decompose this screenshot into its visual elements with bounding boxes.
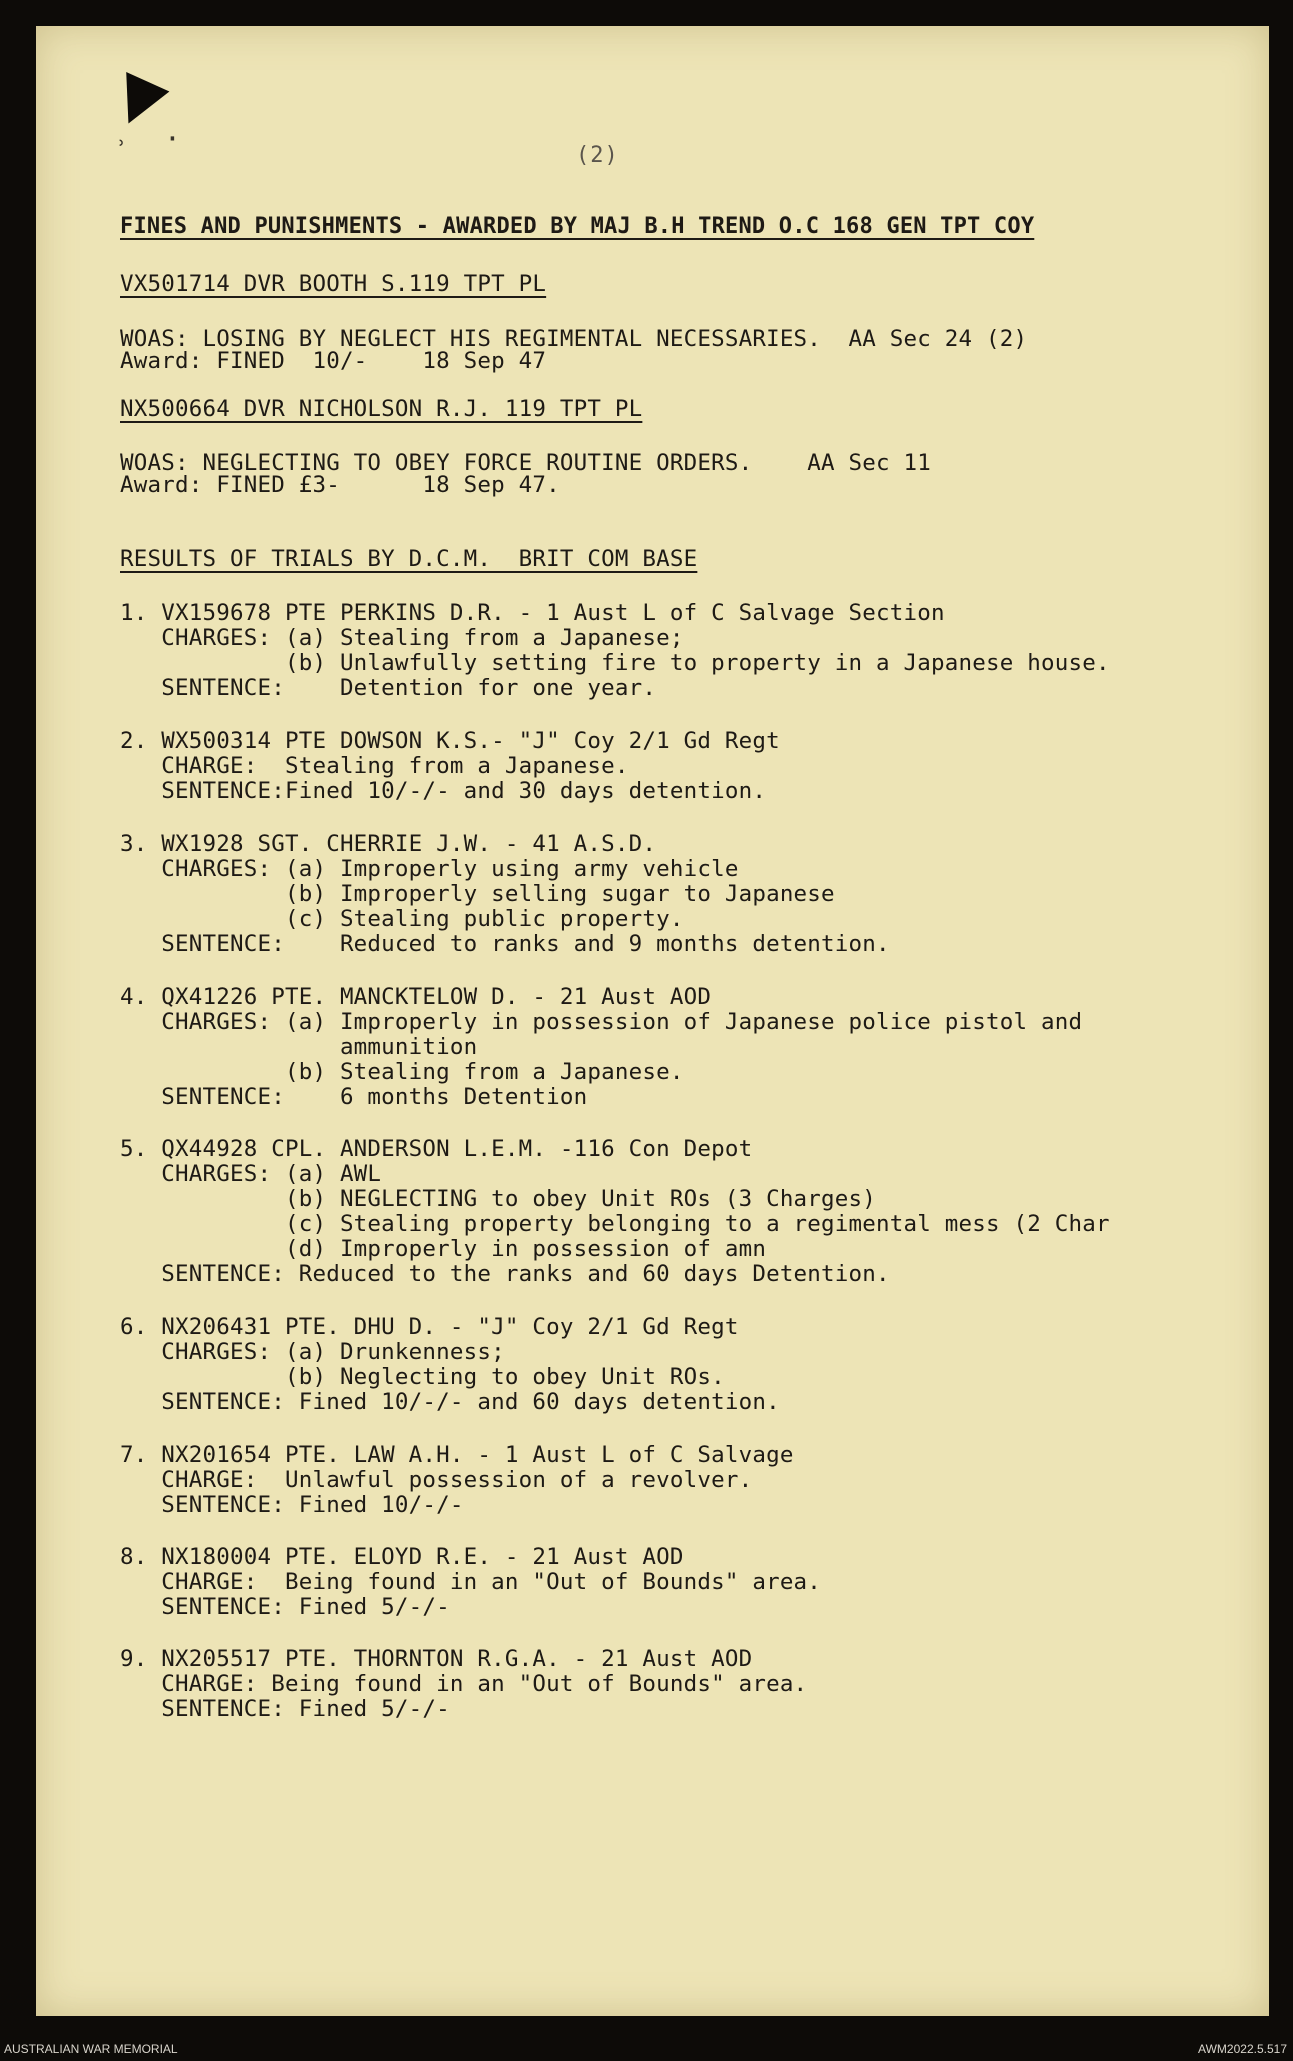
case-award: Award: FINED £3- 18 Sep 47. (120, 472, 560, 498)
trial-line: ammunition (120, 1034, 478, 1060)
document-page (36, 26, 1269, 2016)
case-soldier: NX500664 DVR NICHOLSON R.J. 119 TPT PL (120, 396, 643, 422)
trial-line: (c) Stealing public property. (120, 906, 684, 932)
trial-line: SENTENCE: Fined 5/-/- (120, 1696, 450, 1722)
trial-line: (b) NEGLECTING to obey Unit ROs (3 Charges) (120, 1186, 877, 1212)
trial-line: (b) Improperly selling sugar to Japanese (120, 881, 835, 907)
trial-header: 1. VX159678 PTE PERKINS D.R. - 1 Aust L of C Salvage Section (120, 600, 945, 626)
page-number: (2) (576, 143, 619, 168)
trial-header: 8. NX180004 PTE. ELOYD R.E. - 21 Aust AOD (120, 1544, 684, 1570)
trial-header: 2. WX500314 PTE DOWSON K.S.- "J" Coy 2/1 Gd Regt (120, 728, 780, 754)
trial-line: CHARGES: (a) Stealing from a Japanese; (120, 625, 684, 651)
trial-line: SENTENCE: Detention for one year. (120, 675, 657, 701)
trial-header: 5. QX44928 CPL. ANDERSON L.E.M. -116 Con Depot (120, 1136, 753, 1162)
trial-line: CHARGE: Unlawful possession of a revolver. (120, 1467, 753, 1493)
trial-line: CHARGES: (a) Drunkenness; (120, 1339, 505, 1365)
trial-line: SENTENCE:Fined 10/-/- and 30 days detention. (120, 778, 767, 804)
trial-header: 4. QX41226 PTE. MANCKTELOW D. - 21 Aust AOD (120, 984, 712, 1010)
trial-line: SENTENCE: Fined 5/-/- (120, 1594, 450, 1620)
trial-line: (b) Unlawfully setting fire to property in a Japanese house. (120, 650, 1110, 676)
trial-line: (b) Neglecting to obey Unit ROs. (120, 1364, 725, 1390)
ink-mark: · (164, 122, 181, 155)
trial-line: (c) Stealing property belonging to a regimental mess (2 Char (120, 1211, 1110, 1237)
trials-heading: RESULTS OF TRIALS BY D.C.M. BRIT COM BASE (120, 546, 698, 572)
case-award: Award: FINED 10/- 18 Sep 47 (120, 348, 547, 374)
torn-corner (103, 58, 170, 123)
case-woas: WOAS: NEGLECTING TO OBEY FORCE ROUTINE ORDERS. AA Sec 11 (120, 450, 932, 476)
trial-line: CHARGES: (a) Improperly using army vehicle (120, 856, 739, 882)
trial-line: (b) Stealing from a Japanese. (120, 1059, 684, 1085)
trial-line: CHARGES: (a) AWL (120, 1161, 382, 1187)
case-woas: WOAS: LOSING BY NEGLECT HIS REGIMENTAL NECESSARIES. AA Sec 24 (2) (120, 326, 1028, 352)
fines-heading: FINES AND PUNISHMENTS - AWARDED BY MAJ B.H TREND O.C 168 GEN TPT COY (120, 214, 1035, 239)
trial-line: SENTENCE: Fined 10/-/- (120, 1492, 464, 1518)
trial-line: SENTENCE: Fined 10/-/- and 60 days detention. (120, 1389, 780, 1415)
trial-header: 9. NX205517 PTE. THORNTON R.G.A. - 21 Aust AOD (120, 1646, 753, 1672)
footer-credit: AUSTRALIAN WAR MEMORIAL (4, 2042, 178, 2056)
trial-line: SENTENCE: Reduced to the ranks and 60 days Detention. (120, 1261, 890, 1287)
trial-line: CHARGE: Being found in an "Out of Bounds" area. (120, 1671, 808, 1697)
trial-header: 6. NX206431 PTE. DHU D. - "J" Coy 2/1 Gd Regt (120, 1314, 739, 1340)
case-soldier: VX501714 DVR BOOTH S.119 TPT PL (120, 271, 547, 297)
trial-line: CHARGE: Stealing from a Japanese. (120, 753, 629, 779)
trial-line: SENTENCE: Reduced to ranks and 9 months detention. (120, 931, 890, 957)
trial-header: 3. WX1928 SGT. CHERRIE J.W. - 41 A.S.D. (120, 831, 657, 857)
trial-line: (d) Improperly in possession of amn (120, 1236, 767, 1262)
ink-mark: ˒ (114, 130, 129, 158)
trial-line: CHARGES: (a) Improperly in possession of Japanese police pistol and (120, 1009, 1083, 1035)
trial-line: SENTENCE: 6 months Detention (120, 1084, 588, 1110)
trial-line: CHARGE: Being found in an "Out of Bounds" area. (120, 1569, 822, 1595)
footer-accession: AWM2022.5.517 (1198, 2042, 1287, 2056)
trial-header: 7. NX201654 PTE. LAW A.H. - 1 Aust L of C Salvage (120, 1442, 794, 1468)
